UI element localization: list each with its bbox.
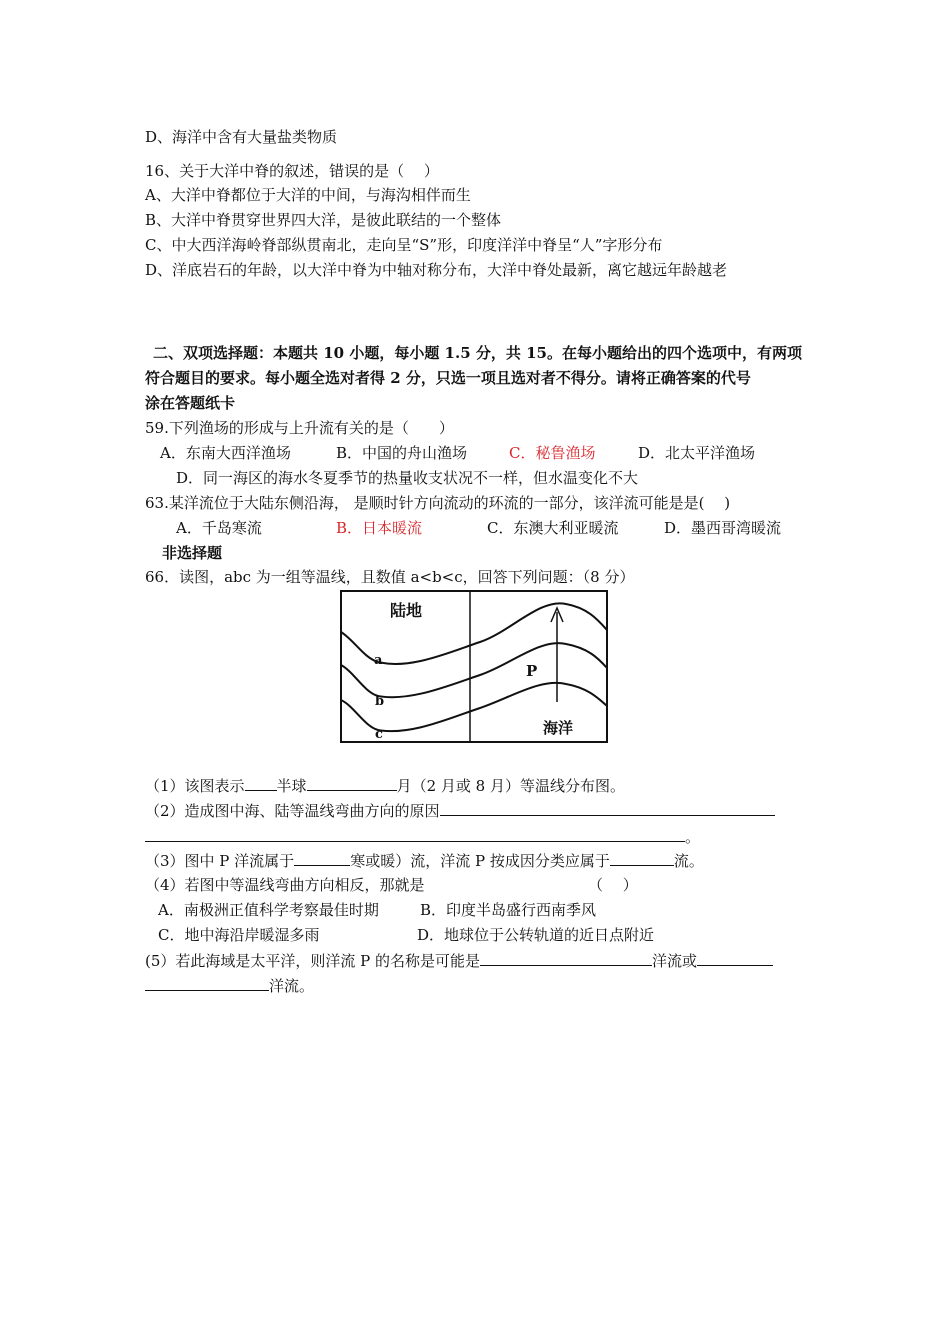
q66-sub5-text3: 洋流。	[269, 977, 315, 995]
q16-option-a: A、大洋中脊都位于大洋的中间，与海沟相伴而生	[145, 186, 471, 204]
q66-sub4-answer-paren[interactable]: （ ）	[588, 876, 638, 894]
isotherm-b-label: b	[375, 694, 385, 709]
q66-sub3-text1: （3）图中 P 洋流属于	[145, 852, 295, 870]
q66-sub5-blank-name2-part2[interactable]	[145, 975, 269, 991]
q63-stem: 63.某洋流位于大陆东侧沿海， 是顺时针方向流动的环流的一部分，该洋流可能是是( )	[145, 494, 731, 512]
q66-sub1-text3: 月（2 月或 8 月）等温线分布图。	[396, 777, 625, 795]
q66-sub5-blank-name2-part1[interactable]	[697, 950, 773, 966]
q66-sub1-blank-month[interactable]	[307, 775, 397, 791]
section2-line2: 符合题目的要求。每小题全选对者得 2 分，只选一项且选对者不得分。请将正确答案的代号	[145, 369, 751, 387]
q66-sub1	[145, 775, 625, 796]
q63-option-a: A．千岛寒流	[176, 519, 262, 537]
q59-option-c: C．秘鲁渔场	[509, 444, 596, 462]
ocean-label: 海洋	[543, 719, 574, 737]
q66-sub1-text1: （1）该图表示	[145, 777, 245, 795]
q59-option-b: B．中国的舟山渔场	[336, 444, 468, 462]
q66-sub5-cont	[145, 975, 314, 996]
q66-sub1-blank-hemisphere[interactable]	[245, 775, 277, 791]
section2-line1: 二、双项选择题：本题共 10 小题，每小题 1.5 分，共 15。在每小题给出的四个选项中，有两项	[153, 344, 802, 362]
q63-option-d: D．墨西哥湾暖流	[664, 519, 782, 537]
q66-sub3	[145, 850, 704, 871]
q66-sub1-text2: 半球	[276, 777, 307, 795]
q66-sub4-option-a: A．南极洲正值科学考察最佳时期	[158, 901, 379, 919]
q66-sub3-blank-type[interactable]	[294, 850, 350, 866]
q59-option-a: A．东南大西洋渔场	[160, 444, 291, 462]
q66-sub5-text1: (5）若此海域是太平洋，则洋流 P 的名称是可能是	[145, 952, 481, 970]
section2-line3: 涂在答题纸卡	[145, 394, 236, 412]
q66-sub5-blank-name1[interactable]	[480, 950, 652, 966]
q66-sub2-cont	[145, 826, 700, 847]
isotherm-diagram	[340, 590, 608, 743]
q66-sub2-blank-line2[interactable]	[145, 826, 685, 842]
q66-sub5	[145, 950, 773, 971]
q66-sub4-option-b: B．印度半岛盛行西南季风	[420, 901, 597, 919]
q63-option-b: B．日本暖流	[336, 519, 423, 537]
q63-option-c: C．东澳大利亚暖流	[487, 519, 619, 537]
isotherm-figure	[340, 590, 608, 743]
current-p-label: P	[526, 662, 538, 680]
q66-sub4-option-c: C．地中海沿岸暖湿多雨	[158, 926, 320, 944]
q66-sub4-stem: （4）若图中等温线弯曲方向相反，那就是	[145, 876, 425, 894]
q59-option-d: D．北太平洋渔场	[638, 444, 756, 462]
q66-sub2-text2: 。	[685, 828, 701, 846]
q66-sub2-blank-line1[interactable]	[440, 800, 775, 816]
q15-option-d: D、海洋中含有大量盐类物质	[145, 128, 338, 146]
q66-stem: 66．读图，abc 为一组等温线，且数值 a<b<c，回答下列问题：（8 分）	[145, 568, 635, 586]
q16-option-d: D、洋底岩石的年龄，以大洋中脊为中轴对称分布，大洋中脊处最新，离它越远年龄越老	[145, 261, 728, 279]
q66-sub3-text3: 流。	[673, 852, 704, 870]
q66-sub2-text1: （2）造成图中海、陆等温线弯曲方向的原因	[145, 802, 440, 820]
q66-sub5-text2: 洋流或	[652, 952, 698, 970]
q16-option-b: B、大洋中脊贯穿世界四大洋，是彼此联结的一个整体	[145, 211, 502, 229]
land-label: 陆地	[390, 601, 423, 620]
q59-stem: 59.下列渔场的形成与上升流有关的是（ ）	[145, 419, 454, 437]
isotherm-c-label: c	[375, 727, 383, 742]
q66-sub4-option-d: D．地球位于公转轨道的近日点附近	[417, 926, 655, 944]
q59-extra-option: D．同一海区的海水冬夏季节的热量收支状况不一样，但水温变化不大	[176, 469, 639, 487]
q16-stem: 16、关于大洋中脊的叙述，错误的是（ ）	[145, 162, 439, 180]
nonchoice-heading: 非选择题	[162, 544, 223, 562]
q16-option-c: C、中大西洋海岭脊部纵贯南北，走向呈“S”形，印度洋洋中脊呈“人”字形分布	[145, 236, 663, 254]
q66-sub3-text2: 寒或暖）流，洋流 P 按成因分类应属于	[350, 852, 610, 870]
isotherm-a-label: a	[374, 653, 383, 668]
q66-sub2	[145, 800, 775, 821]
q66-sub3-blank-cause[interactable]	[610, 850, 674, 866]
